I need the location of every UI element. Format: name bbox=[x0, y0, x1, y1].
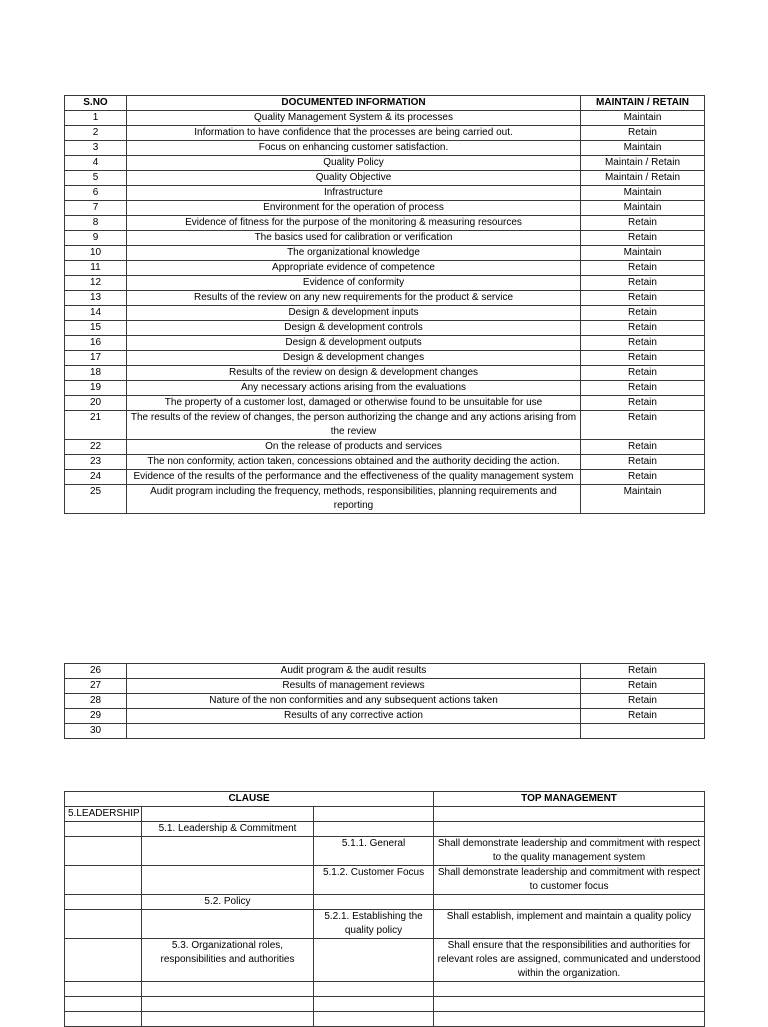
cell-documented-information: Results of the review on any new requirements for the product & service bbox=[127, 291, 581, 306]
cell-maintain-retain: Maintain bbox=[581, 201, 705, 216]
cell-documented-information: The results of the review of changes, the person authorizing the change and any actions arising from the review bbox=[127, 411, 581, 440]
table-row bbox=[65, 276, 705, 291]
table-row bbox=[65, 396, 705, 411]
header-maintain-retain: MAINTAIN / RETAIN bbox=[581, 96, 705, 111]
table-row bbox=[65, 807, 705, 822]
table-row bbox=[65, 724, 705, 739]
cell-sno: 8 bbox=[65, 216, 127, 231]
cell-sno: 23 bbox=[65, 455, 127, 470]
cell-documented-information: Audit program including the frequency, methods, responsibilities, planning requirements and reporting bbox=[127, 485, 581, 514]
cell-maintain-retain: Maintain bbox=[581, 111, 705, 126]
cell-maintain-retain: Maintain bbox=[581, 186, 705, 201]
table-row bbox=[65, 321, 705, 336]
header-top-management: TOP MANAGEMENT bbox=[434, 792, 705, 807]
cell-top-management bbox=[434, 982, 705, 997]
cell-sno: 20 bbox=[65, 396, 127, 411]
cell-sub-sub-clause bbox=[314, 982, 434, 997]
cell-documented-information: Any necessary actions arising from the evaluations bbox=[127, 381, 581, 396]
cell-clause bbox=[65, 982, 142, 997]
table-row bbox=[65, 336, 705, 351]
table-row bbox=[65, 470, 705, 485]
clause-table bbox=[64, 791, 705, 1027]
header-clause: CLAUSE bbox=[65, 792, 434, 807]
cell-clause bbox=[65, 997, 142, 1012]
cell-maintain-retain: Maintain / Retain bbox=[581, 156, 705, 171]
cell-top-management: Shall ensure that the responsibilities and authorities for relevant roles are assigned, communicated and understood within the organization. bbox=[434, 939, 705, 982]
cell-sno: 5 bbox=[65, 171, 127, 186]
cell-sno: 6 bbox=[65, 186, 127, 201]
cell-documented-information: The organizational knowledge bbox=[127, 246, 581, 261]
cell-maintain-retain: Retain bbox=[581, 366, 705, 381]
cell-clause bbox=[65, 895, 142, 910]
cell-sub-sub-clause bbox=[314, 997, 434, 1012]
cell-sub-clause bbox=[142, 866, 314, 895]
table-row bbox=[65, 837, 705, 866]
cell-documented-information: Quality Management System & its processes bbox=[127, 111, 581, 126]
cell-sno: 2 bbox=[65, 126, 127, 141]
cell-sub-sub-clause bbox=[314, 822, 434, 837]
table-row bbox=[65, 664, 705, 679]
cell-documented-information: Design & development changes bbox=[127, 351, 581, 366]
cell-sub-sub-clause: 5.1.2. Customer Focus bbox=[314, 866, 434, 895]
documented-information-table bbox=[64, 95, 705, 514]
cell-sno: 17 bbox=[65, 351, 127, 366]
cell-sub-clause: 5.2. Policy bbox=[142, 895, 314, 910]
cell-maintain-retain: Retain bbox=[581, 276, 705, 291]
cell-maintain-retain: Retain bbox=[581, 664, 705, 679]
cell-maintain-retain: Retain bbox=[581, 679, 705, 694]
cell-maintain-retain: Retain bbox=[581, 306, 705, 321]
cell-sub-sub-clause: 5.2.1. Establishing the quality policy bbox=[314, 910, 434, 939]
table-row bbox=[65, 866, 705, 895]
cell-sno: 9 bbox=[65, 231, 127, 246]
cell-maintain-retain: Retain bbox=[581, 396, 705, 411]
table-row bbox=[65, 939, 705, 982]
cell-sub-clause bbox=[142, 807, 314, 822]
cell-maintain-retain: Retain bbox=[581, 336, 705, 351]
cell-sub-clause bbox=[142, 982, 314, 997]
cell-sub-sub-clause bbox=[314, 807, 434, 822]
table-row bbox=[65, 366, 705, 381]
cell-maintain-retain: Retain bbox=[581, 381, 705, 396]
table-row bbox=[65, 440, 705, 455]
table-row bbox=[65, 291, 705, 306]
cell-documented-information bbox=[127, 724, 581, 739]
table-row bbox=[65, 895, 705, 910]
cell-documented-information: The non conformity, action taken, concessions obtained and the authority deciding the action. bbox=[127, 455, 581, 470]
table-row bbox=[65, 126, 705, 141]
cell-sno: 3 bbox=[65, 141, 127, 156]
cell-sno: 29 bbox=[65, 709, 127, 724]
cell-clause: 5.LEADERSHIP bbox=[65, 807, 142, 822]
cell-top-management: Shall demonstrate leadership and commitment with respect to customer focus bbox=[434, 866, 705, 895]
cell-maintain-retain: Retain bbox=[581, 470, 705, 485]
table-row bbox=[65, 141, 705, 156]
cell-documented-information: The property of a customer lost, damaged or otherwise found to be unsuitable for use bbox=[127, 396, 581, 411]
cell-documented-information: Evidence of conformity bbox=[127, 276, 581, 291]
cell-documented-information: Information to have confidence that the processes are being carried out. bbox=[127, 126, 581, 141]
table-row bbox=[65, 694, 705, 709]
cell-sno: 26 bbox=[65, 664, 127, 679]
cell-documented-information: Results of the review on design & development changes bbox=[127, 366, 581, 381]
table-row bbox=[65, 982, 705, 997]
cell-sno: 15 bbox=[65, 321, 127, 336]
cell-maintain-retain: Retain bbox=[581, 351, 705, 366]
cell-sno: 4 bbox=[65, 156, 127, 171]
cell-sub-sub-clause: 5.1.1. General bbox=[314, 837, 434, 866]
cell-documented-information: Environment for the operation of process bbox=[127, 201, 581, 216]
cell-maintain-retain: Retain bbox=[581, 709, 705, 724]
cell-sub-sub-clause bbox=[314, 895, 434, 910]
cell-top-management bbox=[434, 807, 705, 822]
cell-clause bbox=[65, 822, 142, 837]
cell-sno: 16 bbox=[65, 336, 127, 351]
cell-sub-clause: 5.1. Leadership & Commitment bbox=[142, 822, 314, 837]
cell-sno: 13 bbox=[65, 291, 127, 306]
table-row bbox=[65, 216, 705, 231]
cell-sno: 24 bbox=[65, 470, 127, 485]
cell-sno: 30 bbox=[65, 724, 127, 739]
cell-clause bbox=[65, 837, 142, 866]
cell-maintain-retain: Retain bbox=[581, 261, 705, 276]
cell-maintain-retain: Maintain / Retain bbox=[581, 171, 705, 186]
clause-header-row bbox=[65, 792, 705, 807]
cell-sub-sub-clause bbox=[314, 939, 434, 982]
table-row bbox=[65, 1012, 705, 1027]
cell-maintain-retain: Maintain bbox=[581, 485, 705, 514]
table-row bbox=[65, 306, 705, 321]
cell-top-management: Shall establish, implement and maintain a quality policy bbox=[434, 910, 705, 939]
cell-maintain-retain: Retain bbox=[581, 216, 705, 231]
cell-sno: 27 bbox=[65, 679, 127, 694]
header-documented-information: DOCUMENTED INFORMATION bbox=[127, 96, 581, 111]
cell-documented-information: Infrastructure bbox=[127, 186, 581, 201]
cell-sub-clause bbox=[142, 910, 314, 939]
cell-maintain-retain: Retain bbox=[581, 321, 705, 336]
cell-documented-information: Evidence of fitness for the purpose of the monitoring & measuring resources bbox=[127, 216, 581, 231]
cell-sub-clause bbox=[142, 837, 314, 866]
cell-documented-information: Nature of the non conformities and any subsequent actions taken bbox=[127, 694, 581, 709]
cell-documented-information: The basics used for calibration or verification bbox=[127, 231, 581, 246]
cell-sno: 21 bbox=[65, 411, 127, 440]
header-sno: S.NO bbox=[65, 96, 127, 111]
cell-documented-information: Appropriate evidence of competence bbox=[127, 261, 581, 276]
table-row bbox=[65, 351, 705, 366]
cell-top-management bbox=[434, 822, 705, 837]
cell-sno: 28 bbox=[65, 694, 127, 709]
table-row bbox=[65, 822, 705, 837]
cell-sno: 22 bbox=[65, 440, 127, 455]
table-row bbox=[65, 246, 705, 261]
cell-sub-clause bbox=[142, 997, 314, 1012]
cell-sno: 12 bbox=[65, 276, 127, 291]
cell-sub-clause bbox=[142, 1012, 314, 1027]
table-row bbox=[65, 997, 705, 1012]
table-row bbox=[65, 679, 705, 694]
table-row bbox=[65, 156, 705, 171]
cell-maintain-retain: Retain bbox=[581, 126, 705, 141]
table-row bbox=[65, 411, 705, 440]
cell-documented-information: Quality Objective bbox=[127, 171, 581, 186]
table-row bbox=[65, 485, 705, 514]
table-header-row bbox=[65, 96, 705, 111]
cell-top-management bbox=[434, 895, 705, 910]
cell-maintain-retain: Retain bbox=[581, 291, 705, 306]
cell-documented-information: Quality Policy bbox=[127, 156, 581, 171]
table-row bbox=[65, 381, 705, 396]
cell-documented-information: Audit program & the audit results bbox=[127, 664, 581, 679]
cell-documented-information: Design & development outputs bbox=[127, 336, 581, 351]
cell-documented-information: Results of any corrective action bbox=[127, 709, 581, 724]
table-row bbox=[65, 709, 705, 724]
cell-maintain-retain: Retain bbox=[581, 411, 705, 440]
cell-sno: 14 bbox=[65, 306, 127, 321]
cell-documented-information: Design & development controls bbox=[127, 321, 581, 336]
cell-documented-information: On the release of products and services bbox=[127, 440, 581, 455]
cell-documented-information: Design & development inputs bbox=[127, 306, 581, 321]
table-row bbox=[65, 111, 705, 126]
cell-maintain-retain: Retain bbox=[581, 694, 705, 709]
cell-clause bbox=[65, 939, 142, 982]
cell-top-management bbox=[434, 997, 705, 1012]
cell-sub-clause: 5.3. Organizational roles, responsibilities and authorities bbox=[142, 939, 314, 982]
table-row bbox=[65, 186, 705, 201]
cell-sno: 11 bbox=[65, 261, 127, 276]
cell-maintain-retain: Retain bbox=[581, 231, 705, 246]
cell-maintain-retain bbox=[581, 724, 705, 739]
cell-clause bbox=[65, 1012, 142, 1027]
cell-sno: 25 bbox=[65, 485, 127, 514]
cell-documented-information: Focus on enhancing customer satisfaction. bbox=[127, 141, 581, 156]
cell-documented-information: Evidence of the results of the performance and the effectiveness of the quality management system bbox=[127, 470, 581, 485]
cell-clause bbox=[65, 910, 142, 939]
documented-information-table-continued bbox=[64, 663, 705, 739]
cell-sno: 1 bbox=[65, 111, 127, 126]
cell-sno: 18 bbox=[65, 366, 127, 381]
cell-documented-information: Results of management reviews bbox=[127, 679, 581, 694]
table-row bbox=[65, 910, 705, 939]
table-row bbox=[65, 455, 705, 470]
table-row bbox=[65, 231, 705, 246]
table-row bbox=[65, 261, 705, 276]
cell-maintain-retain: Retain bbox=[581, 455, 705, 470]
cell-sub-sub-clause bbox=[314, 1012, 434, 1027]
cell-maintain-retain: Maintain bbox=[581, 246, 705, 261]
cell-top-management: Shall demonstrate leadership and commitment with respect to the quality management system bbox=[434, 837, 705, 866]
cell-maintain-retain: Retain bbox=[581, 440, 705, 455]
cell-top-management bbox=[434, 1012, 705, 1027]
table-row bbox=[65, 171, 705, 186]
table-row bbox=[65, 201, 705, 216]
cell-sno: 10 bbox=[65, 246, 127, 261]
cell-sno: 7 bbox=[65, 201, 127, 216]
cell-clause bbox=[65, 866, 142, 895]
cell-maintain-retain: Maintain bbox=[581, 141, 705, 156]
cell-sno: 19 bbox=[65, 381, 127, 396]
